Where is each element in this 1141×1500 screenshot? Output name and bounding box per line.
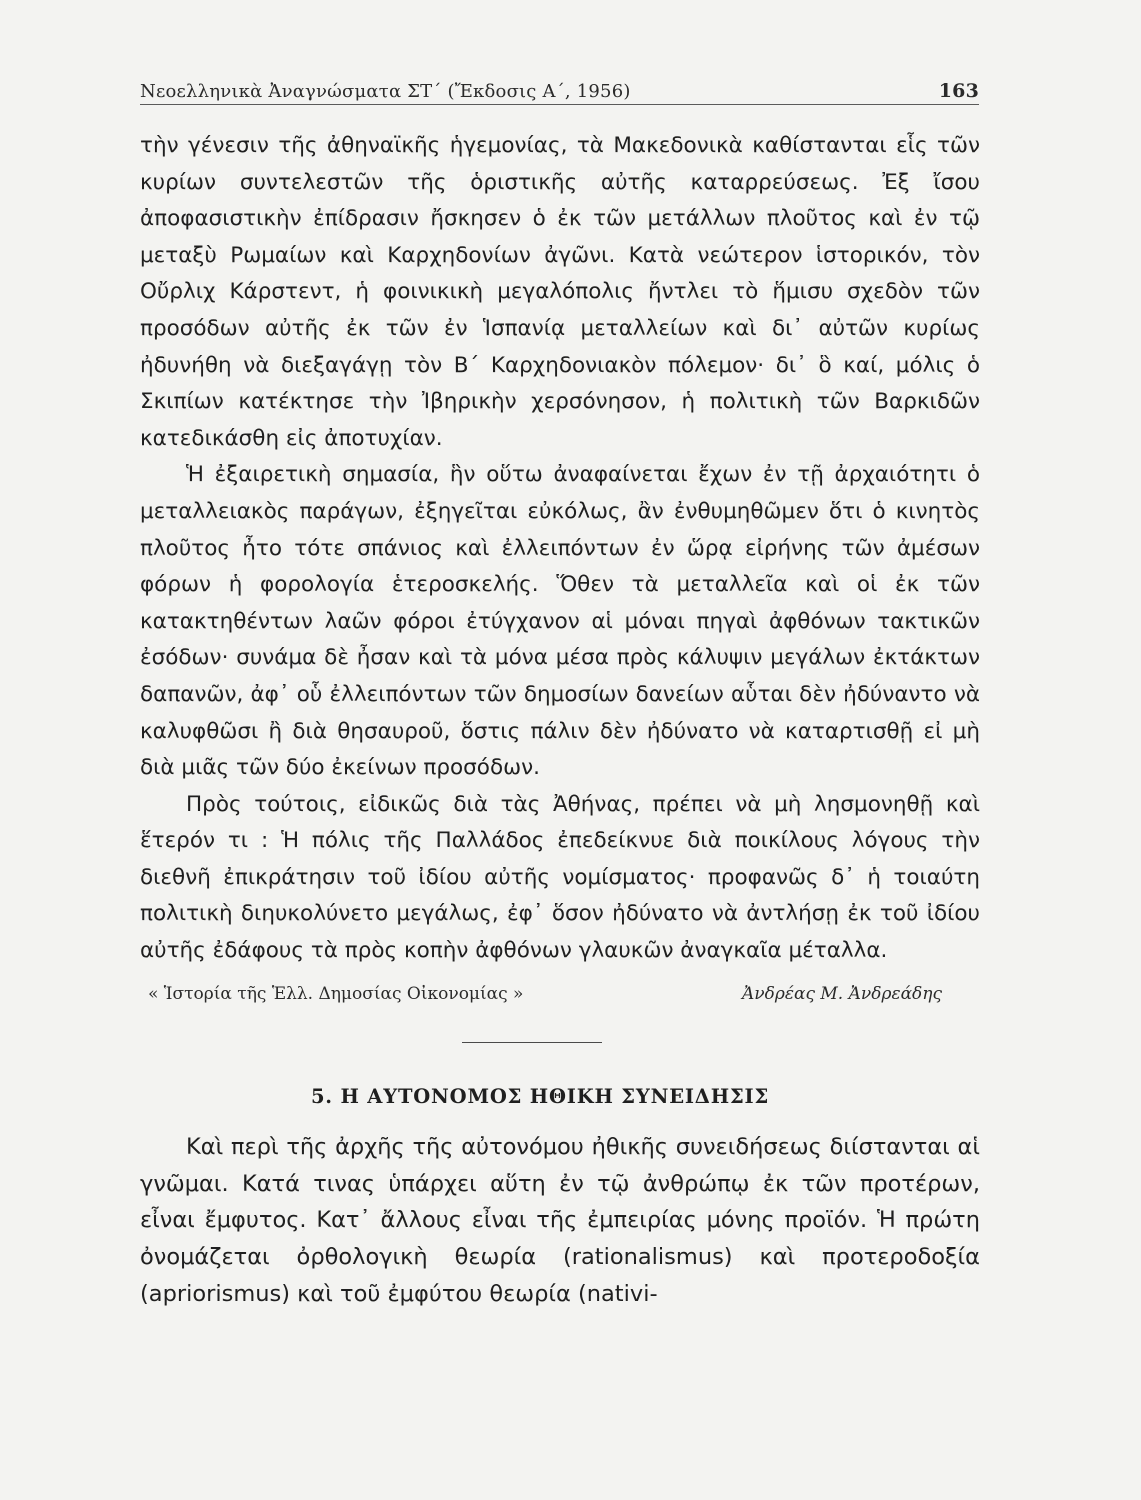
- paragraph: τὴν γένεσιν τῆς ἀθηναϊκῆς ἡγεμονίας, τὰ Μακεδονικὰ καθίστανται εἷς τῶν κυρίων συντελεστῶν τῆς ὁριστικῆς αὐτῆς καταρρεύσεως. Ἐξ ἴσου ἀποφασιστικὴν ἐπίδρασιν ἤσκησεν ὁ ἐκ τῶν μετάλλων πλοῦτος καὶ ἐν τῷ μεταξὺ Ρωμαίων καὶ Καρχηδονίων ἀγῶνι. Κατὰ νεώτερον ἱστορικόν, τὸν Οὔρλιχ Κάρστεντ, ἡ φοινικικὴ μεγαλόπολις ἤντλει τὸ ἥμισυ σχεδὸν τῶν προσόδων αὐτῆς ἐκ τῶν ἐν Ἱσπανίᾳ μεταλλείων καὶ δι᾿ αὐτῶν κυρίως ἠδυνήθη νὰ διεξαγάγῃ τὸν Β΄ Καρχηδονιακὸν πόλεμον· δι᾿ ὃ καί, μόλις ὁ Σκιπίων κατέκτησε τὴν Ἰβηρικὴν χερσόνησον, ἡ πολιτικὴ τῶν Βαρκιδῶν κατεδικάσθη εἰς ἀποτυχίαν.: [140, 133, 980, 451]
- running-header-title: Νεοελληνικὰ Ἀναγνώσματα ΣΤ΄ (Ἔκδοσις Α΄, 1956): [140, 81, 631, 102]
- page-number: 163: [938, 80, 979, 102]
- section-heading: 5. Η ΑΥΤΟΝΟΜΟΣ ΗΘΙΚΗ ΣΥΝΕΙΔΗΣΙΣ: [310, 1084, 770, 1108]
- header-rule: [140, 104, 979, 105]
- citation-author: Ἀνδρέας Μ. Ἀνδρεάδης: [742, 983, 942, 1004]
- section-separator: [462, 1042, 602, 1043]
- paragraph: Πρὸς τούτοις, εἰδικῶς διὰ τὰς Ἀθήνας, πρέπει νὰ μὴ λησμονηθῇ καὶ ἕτερόν τι : Ἡ πόλις τῆς Παλλάδος ἐπεδείκνυε διὰ ποικίλους λόγους τὴν διεθνῆ ἐπικράτησιν τοῦ ἰδίου αὐτῆς νομίσματος· προφανῶς δ᾿ ἡ τοιαύτη πολιτικὴ διηυκολύνετο μεγάλως, ἐφ᾿ ὅσον ἠδύνατο νὰ ἀντλήσῃ ἐκ τοῦ ἰδίου αὐτῆς ἐδάφους τὰ πρὸς κοπὴν ἀφθόνων γλαυκῶν ἀναγκαῖα μέταλλα.: [140, 791, 980, 964]
- paragraph: Ἡ ἐξαιρετικὴ σημασία, ἣν οὕτω ἀναφαίνεται ἔχων ἐν τῇ ἀρχαιότητι ὁ μεταλλειακὸς παράγων, ἐξηγεῖται εὐκόλως, ἂν ἐνθυμηθῶμεν ὅτι ὁ κινητὸς πλοῦτος ἦτο τότε σπάνιος καὶ ἐλλειπόντων ἐν ὥρᾳ εἰρήνης τῶν ἀμέσων φόρων ἡ φορολογία ἑτεροσκελής. Ὅθεν τὰ μεταλλεῖα καὶ οἱ ἐκ τῶν κατακτηθέντων λαῶν φόροι ἐτύγχανον αἱ μόναι πηγαὶ ἀφθόνων τακτικῶν ἐσόδων· συνάμα δὲ ἦσαν καὶ τὰ μόνα μέσα πρὸς κάλυψιν μεγάλων ἐκτάκτων δαπανῶν, ἀφ᾿ οὗ ἐλλειπόντων τῶν δημοσίων δανείων αὗται δὲν ἠδύναντο νὰ καλυφθῶσι ἢ διὰ θησαυροῦ, ὅστις πάλιν δὲν ἠδύνατο νὰ καταρτισθῇ εἰ μὴ διὰ μιᾶς τῶν δύο ἐκείνων προσόδων.: [140, 462, 980, 781]
- paragraph: Καὶ περὶ τῆς ἀρχῆς τῆς αὐτονόμου ἠθικῆς συνειδήσεως διίστανται αἱ γνῶμαι. Κατά τινας ὑπάρχει αὕτη ἐν τῷ ἀνθρώπῳ ἐκ τῶν προτέρων, εἶναι ἔμφυτος. Κατ᾿ ἄλλους εἶναι τῆς ἐμπειρίας μόνης προϊόν. Ἡ πρώτη ὀνομάζεται ὀρθολογικὴ θεωρία (rationalismus) καὶ προτεροδοξία (apriorismus) καὶ τοῦ ἐμφύτου θεωρία (nativi-: [140, 1134, 980, 1307]
- citation: [140, 980, 980, 1008]
- citation-source: « Ἱστορία τῆς Ἑλλ. Δημοσίας Οἰκονομίας »: [148, 983, 524, 1004]
- running-header: [140, 62, 979, 102]
- body-text: [140, 128, 980, 1312]
